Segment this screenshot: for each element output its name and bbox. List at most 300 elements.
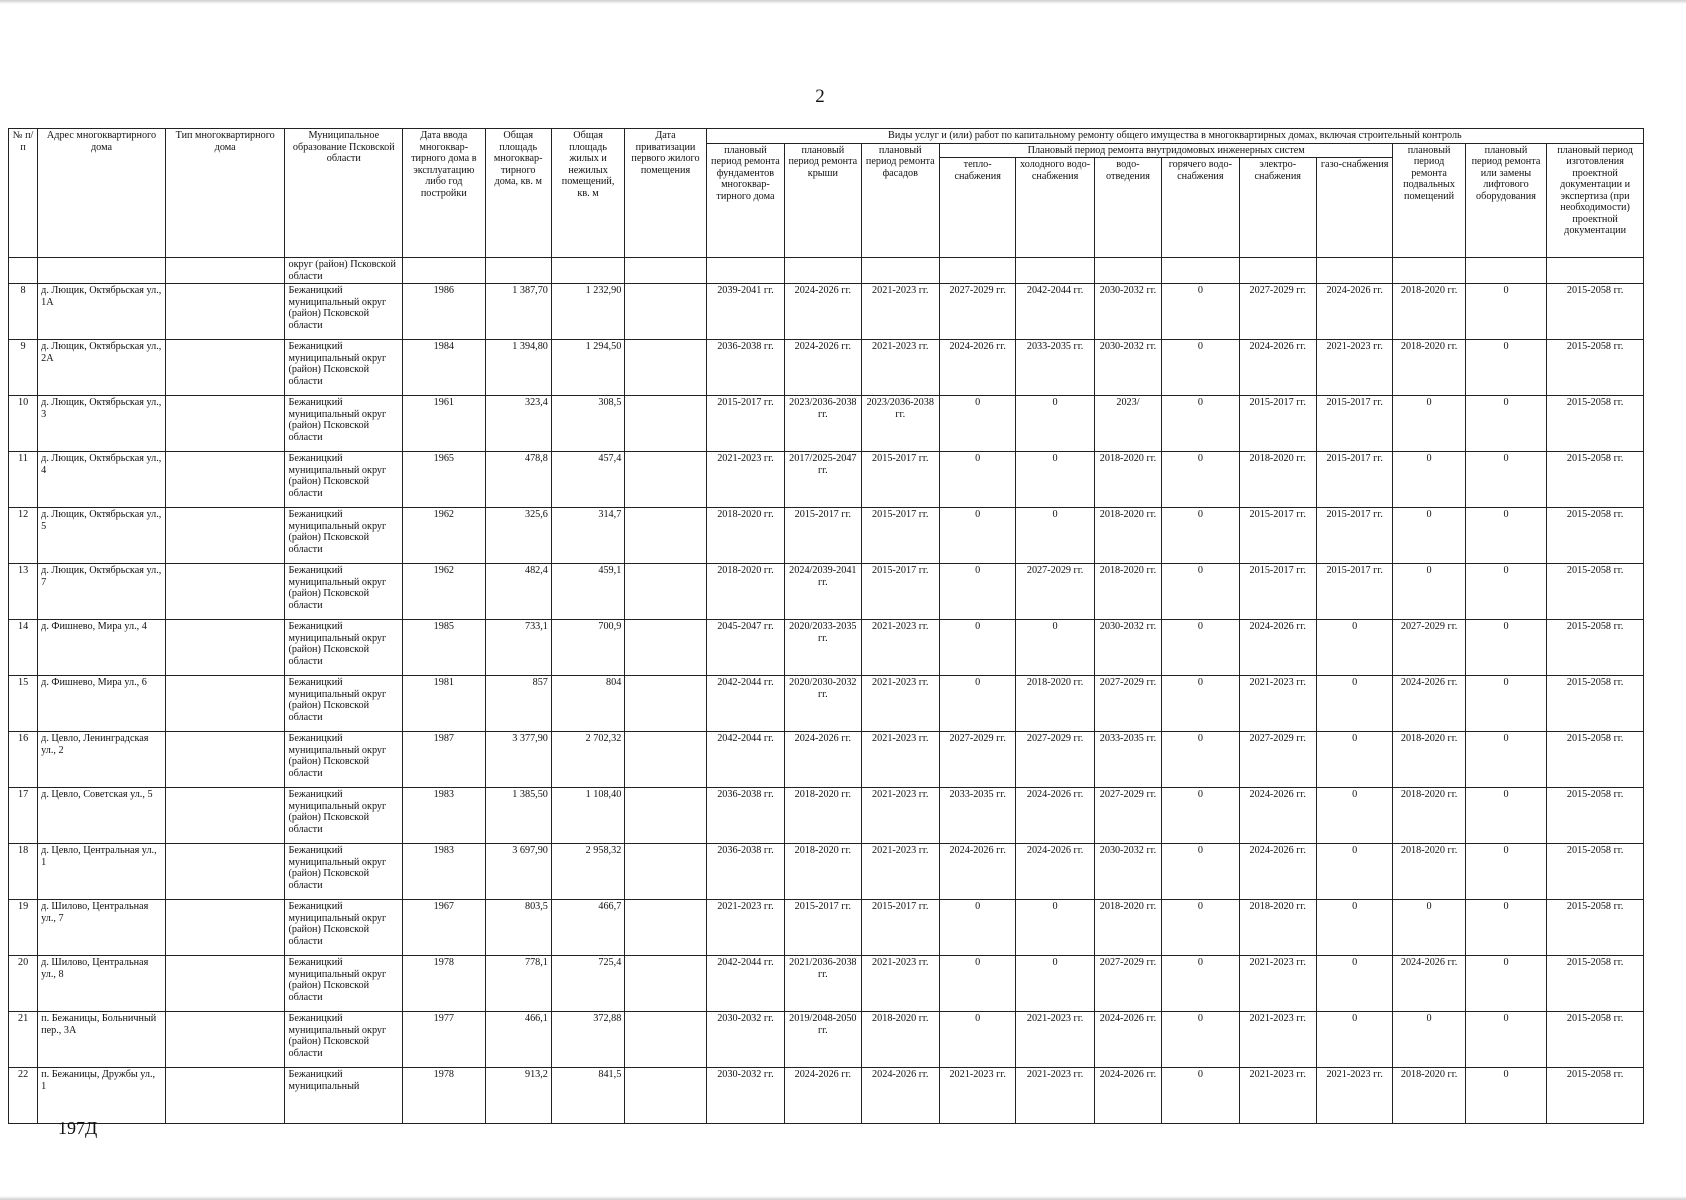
row-address: д. Цевло, Ленинградская ул., 2 (38, 732, 166, 788)
row-municipality: Бежаницкий муниципальный округ (район) Псковской области (285, 620, 403, 676)
row-design-docs: 2015-2058 гг. (1547, 676, 1644, 732)
row-facade: 2021-2023 гг. (861, 732, 939, 788)
row-elevator: 0 (1465, 452, 1546, 508)
row-electric: 2024-2026 гг. (1239, 340, 1316, 396)
row-design-docs: 2015-2058 гг. (1547, 564, 1644, 620)
row-elevator: 0 (1465, 732, 1546, 788)
row-facade: 2021-2023 гг. (861, 340, 939, 396)
row-hot-water: 0 (1162, 1068, 1239, 1124)
row-hot-water: 0 (1162, 732, 1239, 788)
row-heat: 2033-2035 гг. (939, 788, 1015, 844)
document-code: 197Д (58, 1118, 98, 1138)
table-row (9, 788, 1644, 844)
row-gas: 0 (1316, 676, 1392, 732)
row-sewer: 2023/ (1094, 396, 1161, 452)
row-num: 18 (9, 844, 38, 900)
row-total-area: 3 377,90 (485, 732, 551, 788)
row-gas: 2021-2023 гг. (1316, 1068, 1392, 1124)
row-basement: 2024-2026 гг. (1393, 676, 1465, 732)
row-roof: 2019/2048-2050 гг. (785, 1012, 861, 1068)
row-foundation: 2042-2044 гг. (706, 956, 784, 1012)
row-municipality: Бежаницкий муниципальный округ (район) Псковской области (285, 452, 403, 508)
row-foundation: 2021-2023 гг. (706, 900, 784, 956)
row-privatization (625, 1012, 706, 1068)
row-foundation: 2030-2032 гг. (706, 1068, 784, 1124)
row-living-area: 314,7 (551, 508, 624, 564)
row-privatization (625, 564, 706, 620)
header-commission-date: Дата ввода многоквар-тирного дома в эксплуатацию либо год постройки (403, 129, 485, 258)
row-sewer: 2018-2020 гг. (1094, 508, 1161, 564)
row-heat: 2021-2023 гг. (939, 1068, 1015, 1124)
table-body (9, 258, 1644, 1124)
row-roof: 2020/2033-2035 гг. (785, 620, 861, 676)
row-basement: 2018-2020 гг. (1393, 788, 1465, 844)
row-year: 1978 (403, 1068, 485, 1124)
row-municipality: Бежаницкий муниципальный округ (район) Псковской области (285, 844, 403, 900)
header-sewer: водо-отведения (1094, 158, 1161, 258)
header-gas: газо-снабжения (1316, 158, 1392, 258)
row-year: 1986 (403, 284, 485, 340)
row-living-area: 804 (551, 676, 624, 732)
row-municipality: Бежаницкий муниципальный округ (район) Псковской области (285, 1012, 403, 1068)
row-cold-water: 0 (1016, 956, 1094, 1012)
row-gas: 2015-2017 гг. (1316, 564, 1392, 620)
row-facade: 2021-2023 гг. (861, 844, 939, 900)
row-design-docs: 2015-2058 гг. (1547, 1068, 1644, 1124)
row-foundation: 2030-2032 гг. (706, 1012, 784, 1068)
table-row (9, 732, 1644, 788)
row-living-area: 466,7 (551, 900, 624, 956)
row-basement: 2027-2029 гг. (1393, 620, 1465, 676)
header-elevator: плановый период ремонта или замены лифтового оборудования (1465, 143, 1546, 258)
row-roof: 2020/2030-2032 гг. (785, 676, 861, 732)
row-electric: 2021-2023 гг. (1239, 676, 1316, 732)
row-year: 1961 (403, 396, 485, 452)
row-electric: 2018-2020 гг. (1239, 900, 1316, 956)
header-roof: плановый период ремонта крыши (785, 143, 861, 258)
header-foundation: плановый период ремонта фундаментов многоквар-тирного дома (706, 143, 784, 258)
header-municipality: Муниципальное образование Псковской области (285, 129, 403, 258)
row-num: 22 (9, 1068, 38, 1124)
row-facade: 2021-2023 гг. (861, 284, 939, 340)
row-total-area: 482,4 (485, 564, 551, 620)
row-year: 1978 (403, 956, 485, 1012)
row-design-docs: 2015-2058 гг. (1547, 732, 1644, 788)
row-gas: 0 (1316, 844, 1392, 900)
row-privatization (625, 452, 706, 508)
row-facade: 2021-2023 гг. (861, 620, 939, 676)
row-living-area: 308,5 (551, 396, 624, 452)
row-gas: 0 (1316, 788, 1392, 844)
row-electric: 2024-2026 гг. (1239, 844, 1316, 900)
row-basement: 2018-2020 гг. (1393, 1068, 1465, 1124)
row-gas: 2021-2023 гг. (1316, 340, 1392, 396)
row-gas: 2015-2017 гг. (1316, 452, 1392, 508)
row-hot-water: 0 (1162, 452, 1239, 508)
table-row (9, 284, 1644, 340)
table-row (9, 564, 1644, 620)
row-design-docs: 2015-2058 гг. (1547, 900, 1644, 956)
row-facade: 2015-2017 гг. (861, 452, 939, 508)
table-row (9, 1068, 1644, 1124)
row-privatization (625, 284, 706, 340)
row-sewer: 2018-2020 гг. (1094, 900, 1161, 956)
row-address: д. Шилово, Центральная ул., 8 (38, 956, 166, 1012)
row-foundation: 2018-2020 гг. (706, 564, 784, 620)
row-design-docs: 2015-2058 гг. (1547, 788, 1644, 844)
row-basement: 0 (1393, 1012, 1465, 1068)
row-privatization (625, 956, 706, 1012)
row-privatization (625, 732, 706, 788)
row-total-area: 803,5 (485, 900, 551, 956)
row-basement: 2024-2026 гг. (1393, 956, 1465, 1012)
row-elevator: 0 (1465, 284, 1546, 340)
row-total-area: 323,4 (485, 396, 551, 452)
row-address: д. Фишнево, Мира ул., 6 (38, 676, 166, 732)
header-engineering-group: Плановый период ремонта внутридомовых инженерных систем (939, 143, 1392, 158)
row-year: 1983 (403, 788, 485, 844)
row-type (165, 508, 285, 564)
row-roof: 2023/2036-2038 гг. (785, 396, 861, 452)
row-foundation: 2045-2047 гг. (706, 620, 784, 676)
row-heat: 0 (939, 620, 1015, 676)
row-privatization (625, 900, 706, 956)
row-living-area: 1 108,40 (551, 788, 624, 844)
row-total-area: 1 387,70 (485, 284, 551, 340)
row-hot-water: 0 (1162, 508, 1239, 564)
row-facade: 2015-2017 гг. (861, 508, 939, 564)
row-address: д. Лющик, Октябрьская ул., 7 (38, 564, 166, 620)
row-type (165, 452, 285, 508)
row-design-docs: 2015-2058 гг. (1547, 620, 1644, 676)
row-design-docs: 2015-2058 гг. (1547, 284, 1644, 340)
row-roof: 2018-2020 гг. (785, 844, 861, 900)
row-gas: 0 (1316, 1012, 1392, 1068)
row-type (165, 620, 285, 676)
table-row (9, 396, 1644, 452)
row-municipality: Бежаницкий муниципальный округ (район) Псковской области (285, 788, 403, 844)
row-basement: 2018-2020 гг. (1393, 284, 1465, 340)
row-total-area: 913,2 (485, 1068, 551, 1124)
row-electric: 2015-2017 гг. (1239, 564, 1316, 620)
row-year: 1965 (403, 452, 485, 508)
row-gas: 2015-2017 гг. (1316, 508, 1392, 564)
row-hot-water: 0 (1162, 844, 1239, 900)
header-privatization-date: Дата приватизации первого жилого помещения (625, 129, 706, 258)
table-row (9, 956, 1644, 1012)
row-design-docs: 2015-2058 гг. (1547, 508, 1644, 564)
table-row (9, 900, 1644, 956)
header-design-docs: плановый период изготовления проектной документации и экспертиза (при необходимости) проектной документации (1547, 143, 1644, 258)
row-hot-water: 0 (1162, 284, 1239, 340)
row-privatization (625, 508, 706, 564)
row-address: д. Лющик, Октябрьская ул., 3 (38, 396, 166, 452)
row-type (165, 340, 285, 396)
capital-repair-table (8, 128, 1644, 1124)
row-municipality: Бежаницкий муниципальный округ (район) Псковской области (285, 956, 403, 1012)
row-address: д. Лющик, Октябрьская ул., 4 (38, 452, 166, 508)
row-cold-water: 0 (1016, 900, 1094, 956)
row-living-area: 1 294,50 (551, 340, 624, 396)
row-roof: 2024-2026 гг. (785, 284, 861, 340)
row-total-area: 3 697,90 (485, 844, 551, 900)
row-address: д. Лющик, Октябрьская ул., 1А (38, 284, 166, 340)
header-num: № п/п (9, 129, 38, 258)
row-year: 1983 (403, 844, 485, 900)
row-type (165, 844, 285, 900)
row-heat: 0 (939, 564, 1015, 620)
row-gas: 0 (1316, 732, 1392, 788)
row-hot-water: 0 (1162, 788, 1239, 844)
table-row (9, 452, 1644, 508)
row-cold-water: 2024-2026 гг. (1016, 788, 1094, 844)
row-heat: 0 (939, 676, 1015, 732)
row-electric: 2024-2026 гг. (1239, 788, 1316, 844)
row-sewer: 2030-2032 гг. (1094, 340, 1161, 396)
row-design-docs: 2015-2058 гг. (1547, 956, 1644, 1012)
row-heat: 0 (939, 1012, 1015, 1068)
row-total-area: 857 (485, 676, 551, 732)
row-privatization (625, 676, 706, 732)
row-hot-water: 0 (1162, 676, 1239, 732)
row-cold-water: 2021-2023 гг. (1016, 1068, 1094, 1124)
row-gas: 2015-2017 гг. (1316, 396, 1392, 452)
row-roof: 2018-2020 гг. (785, 788, 861, 844)
row-facade: 2023/2036-2038 гг. (861, 396, 939, 452)
row-cold-water: 0 (1016, 620, 1094, 676)
row-roof: 2015-2017 гг. (785, 900, 861, 956)
row-num: 11 (9, 452, 38, 508)
row-facade: 2024-2026 гг. (861, 1068, 939, 1124)
row-living-area: 725,4 (551, 956, 624, 1012)
row-cold-water: 2021-2023 гг. (1016, 1012, 1094, 1068)
row-heat: 2024-2026 гг. (939, 340, 1015, 396)
header-cold-water: холодного водо-снабжения (1016, 158, 1094, 258)
row-address: д. Лющик, Октябрьская ул., 2А (38, 340, 166, 396)
row-elevator: 0 (1465, 340, 1546, 396)
row-total-area: 733,1 (485, 620, 551, 676)
row-address: д. Цевло, Советская ул., 5 (38, 788, 166, 844)
row-foundation: 2039-2041 гг. (706, 284, 784, 340)
row-year: 1981 (403, 676, 485, 732)
row-roof: 2024-2026 гг. (785, 340, 861, 396)
row-municipality: Бежаницкий муниципальный округ (район) Псковской области (285, 396, 403, 452)
row-elevator: 0 (1465, 788, 1546, 844)
row-type (165, 732, 285, 788)
row-hot-water: 0 (1162, 956, 1239, 1012)
row-facade: 2018-2020 гг. (861, 1012, 939, 1068)
row-type (165, 676, 285, 732)
header-living-area: Общая площадь жилых и нежилых помещений, кв. м (551, 129, 624, 258)
row-total-area: 1 394,80 (485, 340, 551, 396)
header-works-group: Виды услуг и (или) работ по капитальному ремонту общего имущества в многоквартирных домах, включая строительный контроль (706, 129, 1643, 144)
row-living-area: 457,4 (551, 452, 624, 508)
row-year: 1987 (403, 732, 485, 788)
row-roof: 2024/2039-2041 гг. (785, 564, 861, 620)
row-foundation: 2015-2017 гг. (706, 396, 784, 452)
row-cold-water: 2024-2026 гг. (1016, 844, 1094, 900)
row-sewer: 2024-2026 гг. (1094, 1012, 1161, 1068)
row-electric: 2015-2017 гг. (1239, 396, 1316, 452)
row-num: 8 (9, 284, 38, 340)
row-living-area: 700,9 (551, 620, 624, 676)
row-heat: 0 (939, 956, 1015, 1012)
row-foundation: 2018-2020 гг. (706, 508, 784, 564)
row-cold-water: 2018-2020 гг. (1016, 676, 1094, 732)
row-cold-water: 0 (1016, 396, 1094, 452)
row-foundation: 2036-2038 гг. (706, 844, 784, 900)
row-num: 15 (9, 676, 38, 732)
row-type (165, 900, 285, 956)
row-sewer: 2030-2032 гг. (1094, 284, 1161, 340)
row-municipality: Бежаницкий муниципальный округ (район) Псковской области (285, 676, 403, 732)
row-sewer: 2018-2020 гг. (1094, 564, 1161, 620)
header-basement: плановый период ремонта подвальных помещений (1393, 143, 1465, 258)
row-sewer: 2030-2032 гг. (1094, 620, 1161, 676)
row-elevator: 0 (1465, 844, 1546, 900)
row-hot-water: 0 (1162, 620, 1239, 676)
row-municipality: Бежаницкий муниципальный округ (район) Псковской области (285, 564, 403, 620)
row-design-docs: 2015-2058 гг. (1547, 844, 1644, 900)
row-year: 1967 (403, 900, 485, 956)
row-living-area: 459,1 (551, 564, 624, 620)
row-cold-water: 0 (1016, 508, 1094, 564)
row-year: 1984 (403, 340, 485, 396)
row-electric: 2021-2023 гг. (1239, 1012, 1316, 1068)
row-type (165, 788, 285, 844)
scan-edge-bottom (0, 1196, 1686, 1200)
row-electric: 2015-2017 гг. (1239, 508, 1316, 564)
row-elevator: 0 (1465, 900, 1546, 956)
row-municipality: Бежаницкий муниципальный округ (район) Псковской области (285, 508, 403, 564)
header-facade: плановый период ремонта фасадов (861, 143, 939, 258)
row-facade: 2021-2023 гг. (861, 788, 939, 844)
row-type (165, 564, 285, 620)
row-total-area: 466,1 (485, 1012, 551, 1068)
row-privatization (625, 844, 706, 900)
row-design-docs: 2015-2058 гг. (1547, 1012, 1644, 1068)
row-basement: 0 (1393, 564, 1465, 620)
row-total-area: 478,8 (485, 452, 551, 508)
row-basement: 2018-2020 гг. (1393, 340, 1465, 396)
row-sewer: 2027-2029 гг. (1094, 676, 1161, 732)
row-roof: 2024-2026 гг. (785, 732, 861, 788)
row-gas: 0 (1316, 620, 1392, 676)
row-municipality: Бежаницкий муниципальный округ (район) Псковской области (285, 340, 403, 396)
row-facade: 2015-2017 гг. (861, 900, 939, 956)
row-elevator: 0 (1465, 508, 1546, 564)
row-num: 19 (9, 900, 38, 956)
row-total-area: 1 385,50 (485, 788, 551, 844)
row-foundation: 2021-2023 гг. (706, 452, 784, 508)
row-foundation: 2036-2038 гг. (706, 340, 784, 396)
row-living-area: 2 958,32 (551, 844, 624, 900)
row-municipality: Бежаницкий муниципальный округ (район) Псковской области (285, 284, 403, 340)
row-num: 9 (9, 340, 38, 396)
row-basement: 0 (1393, 900, 1465, 956)
row-hot-water: 0 (1162, 396, 1239, 452)
row-electric: 2027-2029 гг. (1239, 284, 1316, 340)
row-type (165, 284, 285, 340)
row-sewer: 2027-2029 гг. (1094, 956, 1161, 1012)
row-year: 1962 (403, 508, 485, 564)
row-elevator: 0 (1465, 396, 1546, 452)
row-num: 16 (9, 732, 38, 788)
row-foundation: 2042-2044 гг. (706, 676, 784, 732)
row-gas: 2024-2026 гг. (1316, 284, 1392, 340)
row-elevator: 0 (1465, 620, 1546, 676)
row-gas: 0 (1316, 900, 1392, 956)
row-type (165, 1012, 285, 1068)
row-elevator: 0 (1465, 1012, 1546, 1068)
row-electric: 2027-2029 гг. (1239, 732, 1316, 788)
row-cold-water: 2033-2035 гг. (1016, 340, 1094, 396)
row-electric: 2018-2020 гг. (1239, 452, 1316, 508)
row-heat: 2027-2029 гг. (939, 284, 1015, 340)
row-num: 14 (9, 620, 38, 676)
row-privatization (625, 340, 706, 396)
header-electric: электро-снабжения (1239, 158, 1316, 258)
page-number: 2 (815, 86, 825, 107)
row-privatization (625, 396, 706, 452)
row-sewer: 2033-2035 гг. (1094, 732, 1161, 788)
row-total-area: 325,6 (485, 508, 551, 564)
row-basement: 0 (1393, 508, 1465, 564)
row-sewer: 2024-2026 гг. (1094, 1068, 1161, 1124)
row-gas: 0 (1316, 956, 1392, 1012)
row-heat: 0 (939, 396, 1015, 452)
row-num: 10 (9, 396, 38, 452)
row-municipality: Бежаницкий муниципальный округ (район) Псковской области (285, 900, 403, 956)
row-electric: 2021-2023 гг. (1239, 956, 1316, 1012)
table-row (9, 844, 1644, 900)
row-basement: 2018-2020 гг. (1393, 732, 1465, 788)
row-privatization (625, 788, 706, 844)
row-address: д. Цевло, Центральная ул., 1 (38, 844, 166, 900)
row-living-area: 841,5 (551, 1068, 624, 1124)
row-heat: 0 (939, 900, 1015, 956)
row-living-area: 372,88 (551, 1012, 624, 1068)
row-heat: 0 (939, 508, 1015, 564)
row-heat: 0 (939, 452, 1015, 508)
row-hot-water: 0 (1162, 564, 1239, 620)
row-privatization (625, 1068, 706, 1124)
row-foundation: 2042-2044 гг. (706, 732, 784, 788)
row-design-docs: 2015-2058 гг. (1547, 340, 1644, 396)
row-year: 1977 (403, 1012, 485, 1068)
row-num: 20 (9, 956, 38, 1012)
row-num: 13 (9, 564, 38, 620)
row-sewer: 2027-2029 гг. (1094, 788, 1161, 844)
header-type: Тип многоквартирного дома (165, 129, 285, 258)
row-living-area: 1 232,90 (551, 284, 624, 340)
row-address: п. Бежаницы, Дружбы ул., 1 (38, 1068, 166, 1124)
row-address: д. Лющик, Октябрьская ул., 5 (38, 508, 166, 564)
row-basement: 2018-2020 гг. (1393, 844, 1465, 900)
row-elevator: 0 (1465, 564, 1546, 620)
row-year: 1962 (403, 564, 485, 620)
header-total-area: Общая площадь многоквар-тирного дома, кв. м (485, 129, 551, 258)
row-facade: 2015-2017 гг. (861, 564, 939, 620)
header-heat: тепло-снабжения (939, 158, 1015, 258)
row-cold-water: 0 (1016, 452, 1094, 508)
row-heat: 2027-2029 гг. (939, 732, 1015, 788)
row-cold-water: 2042-2044 гг. (1016, 284, 1094, 340)
row-basement: 0 (1393, 396, 1465, 452)
row-type (165, 1068, 285, 1124)
row-facade: 2021-2023 гг. (861, 676, 939, 732)
row-roof: 2021/2036-2038 гг. (785, 956, 861, 1012)
